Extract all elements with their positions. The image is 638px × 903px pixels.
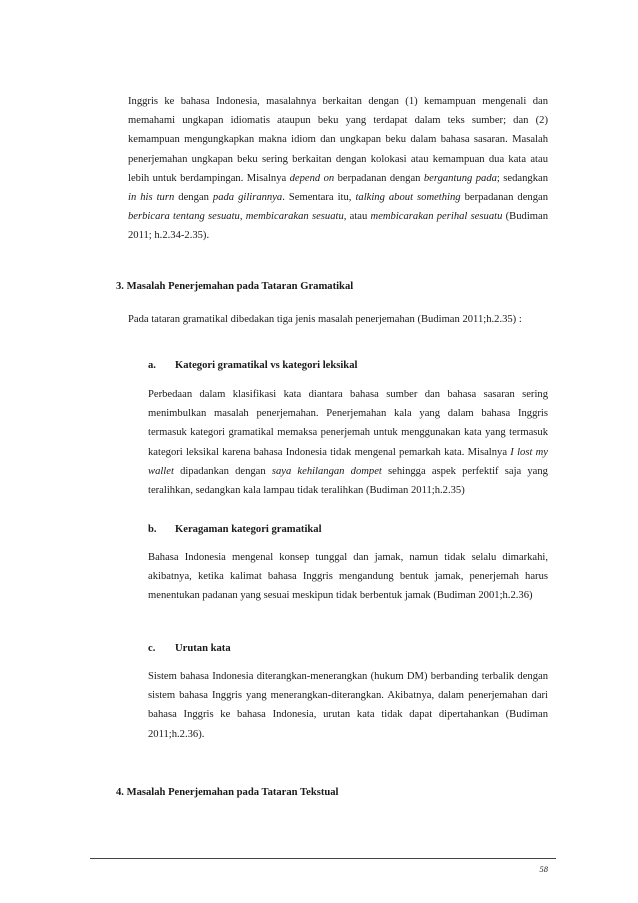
footer-divider (90, 858, 556, 859)
subsection-b-heading (148, 523, 322, 537)
subsection-a-heading (148, 359, 357, 373)
page-number: 58 (539, 864, 548, 874)
subsection-a-letter: a. (148, 360, 156, 371)
subsection-c-heading (148, 642, 231, 656)
subsection-b-paragraph: Bahasa Indonesia mengenal konsep tunggal dan jamak, namun tidak selalu dimarkahi, akibatnya, ketika kalimat bahasa Inggris mengandung bentuk jamak, penerjemah harus menentukan padanan yang sesuai meskipun tidak berbentuk jamak (Budiman 2001;h.2.36) (148, 552, 548, 602)
subsection-a-title: Kategori gramatikal vs kategori leksikal (175, 360, 358, 371)
section-3-intro: Pada tataran gramatikal dibedakan tiga jenis masalah penerjemahan (Budiman 2011;h.2.35) : (128, 314, 522, 325)
section-4-heading: 4. Masalah Penerjemahan pada Tataran Tekstual (116, 787, 339, 798)
subsection-c-letter: c. (148, 643, 156, 654)
section-3-heading: 3. Masalah Penerjemahan pada Tataran Gramatikal (116, 281, 354, 292)
paragraph-idioms: Inggris ke bahasa Indonesia, masalahnya berkaitan dengan (1) kemampuan mengenali dan memahami ungkapan idiomatis ataupun beku yang terdapat dalam teks sumber; dan (2) kemampuan mengungkapkan makna idiom dan ungkapan beku dalam bahasa sasaran. Masalah penerjemahan ungkapan beku sering berkaitan dengan kolokasi atau kemampuan dua kata atau lebih untuk berdampingan. Misalnya depend on berpadanan dengan bergantung pada; sedangkan in his turn dengan pada gilirannya. Sementara itu, talking about something berpadanan dengan berbicara tentang sesuatu, membicarakan sesuatu, atau membicarakan perihal sesuatu (Budiman 2011; h.2.34-2.35). (128, 96, 549, 242)
subsection-a-paragraph: Perbedaan dalam klasifikasi kata diantara bahasa sumber dan bahasa sasaran sering menimbulkan masalah penerjemahan. Penerjemahan kala yang dalam bahasa Inggris termasuk kategori gramatikal memaksa penerjemah untuk menggunakan kata yang termasuk kategori leksikal karena bahasa Indonesia tidak mengenal pemarkah kata. Misalnya I lost my wallet dipadankan dengan saya kehilangan dompet sehingga aspek perfektif saja yang teralihkan, sedangkan kala lampau tidak teralihkan (Budiman 2011;h.2.35) (148, 389, 548, 497)
subsection-c-title: Urutan kata (175, 643, 231, 654)
subsection-c-paragraph: Sistem bahasa Indonesia diterangkan-menerangkan (hukum DM) berbanding terbalik dengan sistem bahasa Inggris yang menerangkan-diterangkan. Akibatnya, dalam penerjemahan dari bahasa Inggris ke bahasa Indonesia, urutan kata tidak dapat dipertahankan (Budiman 2011;h.2.36). (148, 671, 548, 740)
subsection-b-title: Keragaman kategori gramatikal (175, 524, 322, 535)
subsection-b-letter: b. (148, 524, 157, 535)
